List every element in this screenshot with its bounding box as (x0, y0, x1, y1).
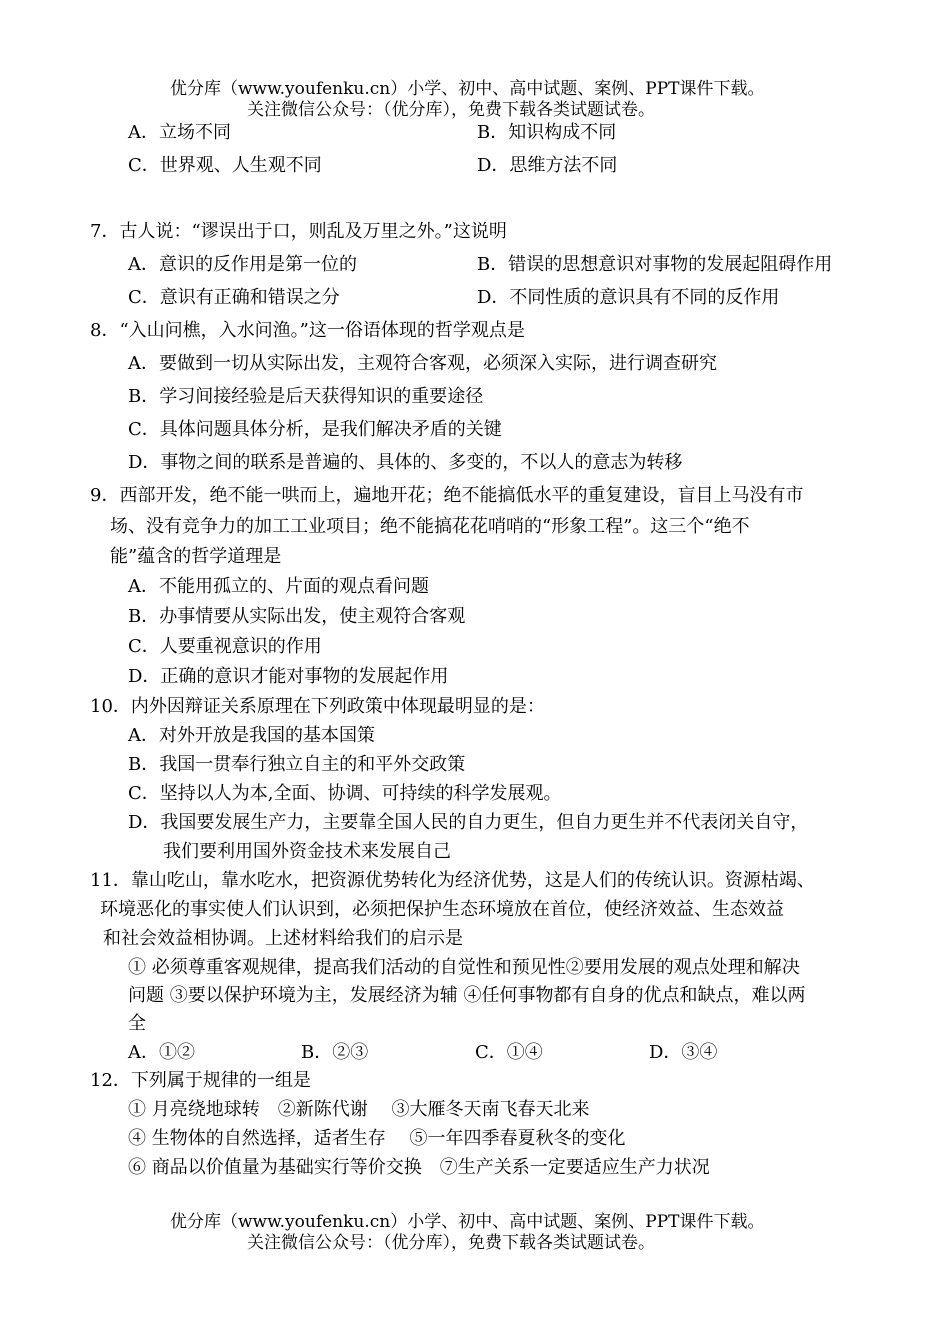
q12-row-3: ⑥ 商品以价值量为基础实行等价交换 ⑦生产关系一定要适应生产力状况 (128, 1157, 710, 1178)
q10-option-d-line-1: D．我国要发展生产力，主要靠全国人民的自力更生，但自力更生并不代表闭关自守， (128, 812, 809, 833)
q11-stem-line-2: 环境恶化的事实使人们认识到，必须把保护生态环境放在首位，使经济效益、生态效益 (100, 899, 784, 920)
q8-option-b: B．学习间接经验是后天获得知识的重要途径 (128, 386, 484, 407)
q7-option-b: B．错误的思想意识对事物的发展起阻碍作用 (477, 254, 833, 275)
q11-items-line-2: 问题 ③要以保护环境为主，发展经济为辅 ④任何事物都有自身的优点和缺点，难以两 (128, 985, 806, 1006)
q10-stem: 10．内外因辩证关系原理在下列政策中体现最明显的是： (90, 696, 545, 717)
q12-row-1: ① 月亮绕地球转 ②新陈代谢 ③大雁冬天南飞春天北来 (128, 1099, 590, 1120)
q6-option-c: C．世界观、人生观不同 (128, 155, 322, 176)
q9-stem-line-2: 场、没有竞争力的加工工业项目；绝不能搞花花哨哨的“形象工程”。这三个“绝不 (110, 516, 750, 537)
q6-option-d: D．思维方法不同 (477, 155, 618, 176)
footer-line-2: 关注微信公众号：（优分库），免费下载各类试题试卷。 (247, 1233, 655, 1253)
q9-option-a: A．不能用孤立的、片面的观点看问题 (128, 576, 429, 597)
q11-option-a: A．①② (128, 1042, 195, 1063)
q11-option-b: B．②③ (301, 1042, 369, 1063)
q6-option-b: B．知识构成不同 (477, 122, 617, 143)
q9-stem-line-3: 能”蕴含的哲学道理是 (110, 546, 282, 567)
q7-option-d: D．不同性质的意识具有不同的反作用 (477, 287, 780, 308)
q7-option-a: A．意识的反作用是第一位的 (128, 254, 357, 275)
q11-option-c: C．①④ (475, 1042, 543, 1063)
q12-stem: 12．下列属于规律的一组是 (90, 1070, 311, 1091)
q11-items-line-1: ① 必须尊重客观规律，提高我们活动的自觉性和预见性②要用发展的观点处理和解决 (128, 957, 800, 978)
q10-option-a: A．对外开放是我国的基本国策 (128, 725, 375, 746)
q11-option-d: D．③④ (649, 1042, 718, 1063)
q8-option-d: D．事物之间的联系是普遍的、具体的、多变的，不以人的意志为转移 (128, 452, 683, 473)
q10-option-d-line-2: 我们要利用国外资金技术来发展自己 (163, 841, 451, 862)
q11-stem-line-3: 和社会效益相协调。上述材料给我们的启示是 (103, 928, 463, 949)
q6-option-a: A．立场不同 (128, 122, 231, 143)
q11-items-line-3: 全 (128, 1013, 146, 1034)
q8-stem: 8．“入山问樵，入水问渔。”这一俗语体现的哲学观点是 (90, 320, 525, 341)
q9-option-b: B．办事情要从实际出发，使主观符合客观 (128, 606, 466, 627)
q9-option-d: D．正确的意识才能对事物的发展起作用 (128, 666, 449, 687)
q8-option-a: A．要做到一切从实际出发，主观符合客观，必须深入实际，进行调查研究 (128, 353, 717, 374)
q10-option-c: C．坚持以人为本,全面、协调、可持续的科学发展观。 (128, 783, 562, 804)
footer-line-1: 优分库（www.youfenku.cn）小学、初中、高中试题、案例、PPT课件下载。 (170, 1212, 765, 1232)
q11-stem-line-1: 11．靠山吃山，靠水吃水，把资源优势转化为经济优势，这是人们的传统认识。资源枯竭、 (90, 870, 815, 891)
q9-stem-line-1: 9．西部开发，绝不能一哄而上，遍地开花；绝不能搞低水平的重复建设，盲目上马没有市 (90, 485, 804, 506)
q9-option-c: C．人要重视意识的作用 (128, 636, 322, 657)
header-line-2: 关注微信公众号：（优分库），免费下载各类试题试卷。 (247, 100, 655, 120)
q8-option-c: C．具体问题具体分析，是我们解决矛盾的关键 (128, 419, 502, 440)
header-line-1: 优分库（www.youfenku.cn）小学、初中、高中试题、案例、PPT课件下载。 (170, 79, 765, 99)
q7-stem: 7．古人说：“谬误出于口，则乱及万里之外。”这说明 (90, 221, 507, 242)
q12-row-2: ④ 生物体的自然选择，适者生存 ⑤一年四季春夏秋冬的变化 (128, 1128, 626, 1149)
q10-option-b: B．我国一贯奉行独立自主的和平外交政策 (128, 754, 466, 775)
q7-option-c: C．意识有正确和错误之分 (128, 287, 340, 308)
